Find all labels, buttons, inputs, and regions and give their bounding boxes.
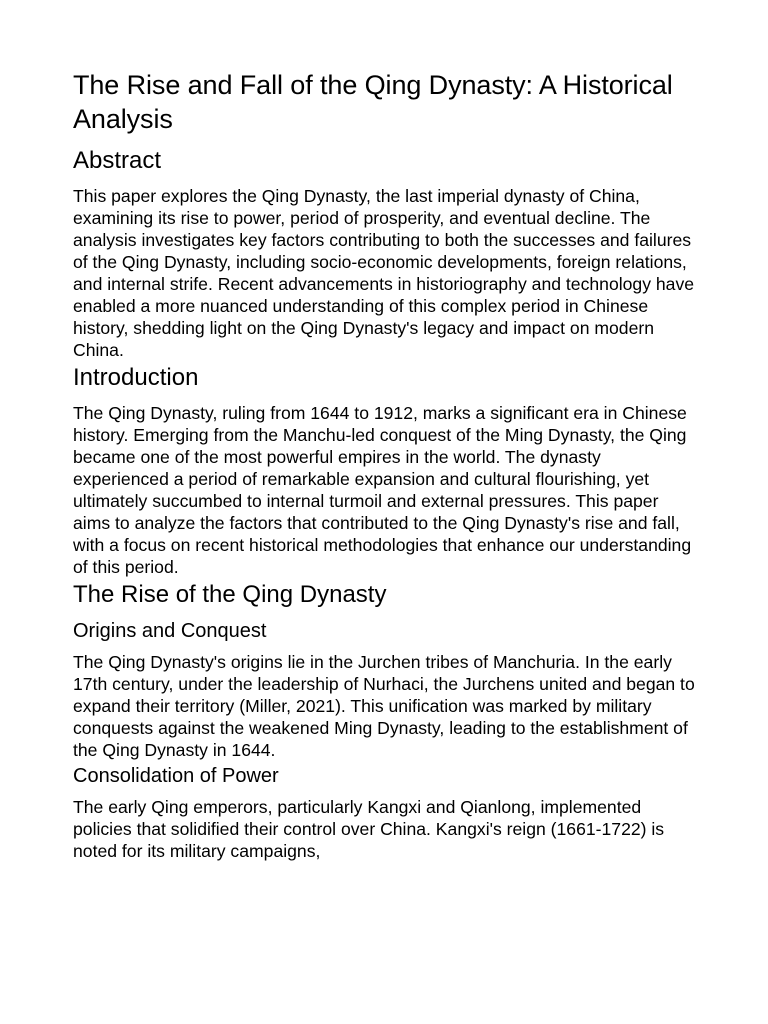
abstract-heading: Abstract: [73, 147, 162, 174]
origins-body: The Qing Dynasty's origins lie in the Jurchen tribes of Manchuria. In the early 17th century, under the leadership of Nurhaci, the Jurchens united and began to expand their territory (Miller, 2021). This unification was marked by military conquests against the weakened Ming Dynasty, leading to the establishment of the Qing Dynasty in 1644.: [73, 652, 695, 760]
origins-heading: Origins and Conquest: [73, 620, 267, 642]
consolidation-body: The early Qing emperors, particularly Kangxi and Qianlong, implemented policies that solidified their control over China. Kangxi's reign (1661-1722) is noted for its military campaigns,: [73, 797, 665, 861]
paper-title: The Rise and Fall of the Qing Dynasty: A Historical Analysis: [73, 70, 673, 134]
introduction-heading: Introduction: [73, 364, 199, 391]
abstract-body: This paper explores the Qing Dynasty, the last imperial dynasty of China, examining its rise to power, period of prosperity, and eventual decline. The analysis investigates key factors contributing to both the successes and failures of the Qing Dynasty, including socio-economic developments, foreign relations, and internal strife. Recent advancements in historiography and technology have enabled a more nuanced understanding of this complex period in Chinese history, shedding light on the Qing Dynasty's legacy and impact on modern China.: [73, 186, 695, 360]
rise-heading: The Rise of the Qing Dynasty: [73, 581, 387, 608]
document-page: [73, 68, 698, 862]
introduction-body: The Qing Dynasty, ruling from 1644 to 1912, marks a significant era in Chinese history. Emerging from the Manchu-led conquest of the Ming Dynasty, the Qing became one of the most powerful empires in the world. The dynasty experienced a period of remarkable expansion and cultural flourishing, yet ultimately succumbed to internal turmoil and external pressures. This paper aims to analyze the factors that contributed to the Qing Dynasty's rise and fall, with a focus on recent historical methodologies that enhance our understanding of this period.: [73, 403, 692, 577]
consolidation-heading: Consolidation of Power: [73, 765, 279, 787]
